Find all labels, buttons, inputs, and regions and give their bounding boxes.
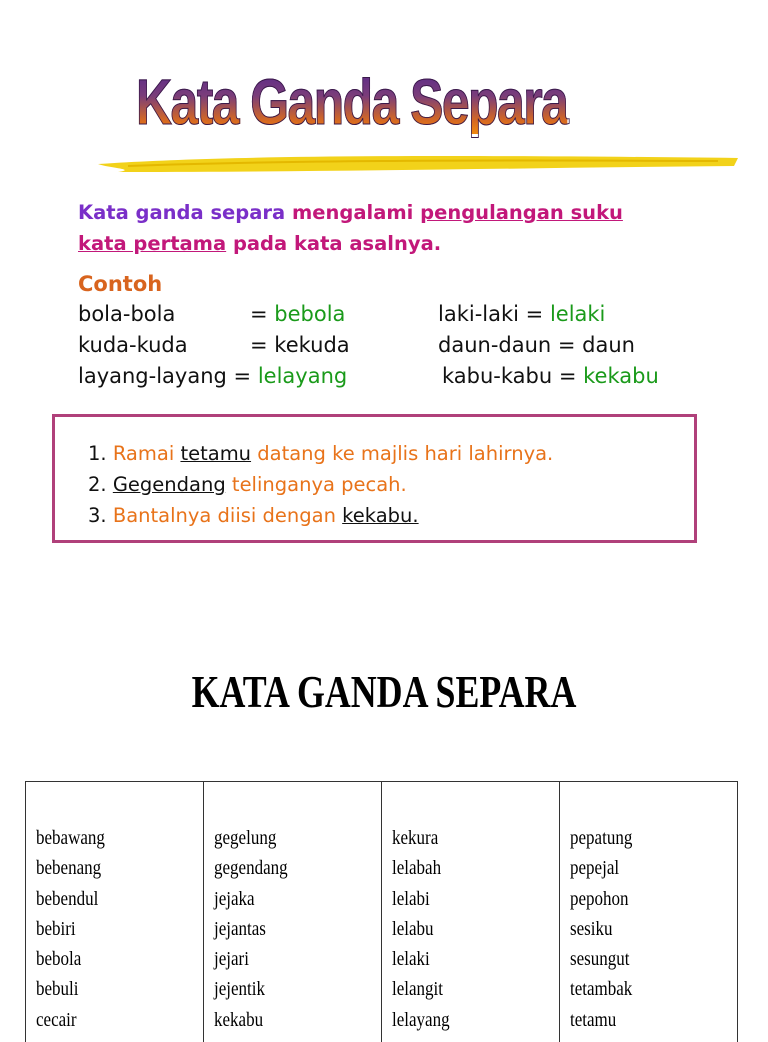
equals-sign: = xyxy=(250,333,274,357)
list-item: sesungut xyxy=(570,944,712,974)
sentence-text: Bantalnya diisi dengan xyxy=(113,504,342,527)
list-item: gegelung xyxy=(214,823,356,853)
example-result: kekuda xyxy=(274,333,349,357)
list-item: cecair xyxy=(36,1005,178,1035)
slide-title: Kata Ganda Separa xyxy=(136,70,567,134)
sentence-number: 2. xyxy=(88,473,113,496)
list-item: lelabah xyxy=(392,853,534,883)
sentence-underlined: kekabu. xyxy=(342,504,418,527)
example-left-1 xyxy=(78,302,175,326)
list-item: pepejal xyxy=(570,853,712,883)
list-item: jejentik xyxy=(214,974,356,1004)
list-item: bebawang xyxy=(36,823,178,853)
example-left-3 xyxy=(78,364,347,388)
list-item: lelayang xyxy=(392,1005,534,1035)
word-table xyxy=(25,781,738,1042)
sentence-text: Ramai xyxy=(113,442,181,465)
document-heading: KATA GANDA SEPARA xyxy=(84,665,683,718)
list-item: bebiri xyxy=(36,914,178,944)
table-row xyxy=(26,782,738,1042)
example-left-1-result xyxy=(250,302,345,326)
sentence-underlined: Gegendang xyxy=(113,473,226,496)
contoh-label: Contoh xyxy=(78,272,162,296)
sentence-underlined: tetamu xyxy=(180,442,251,465)
example-right-2 xyxy=(438,333,635,357)
example-result: kekabu xyxy=(583,364,659,388)
sentence-text: datang ke majlis hari lahirnya. xyxy=(251,442,553,465)
sentence-3 xyxy=(88,500,553,531)
example-result: lelaki xyxy=(550,302,605,326)
list-item: jejaka xyxy=(214,884,356,914)
equals-sign: = xyxy=(519,302,550,326)
sentence-list xyxy=(88,438,553,531)
example-base: bola-bola xyxy=(78,302,175,326)
list-item: lelabu xyxy=(392,914,534,944)
brush-stroke-decoration xyxy=(98,146,738,178)
example-base: daun-daun xyxy=(438,333,551,357)
list-item: jejari xyxy=(214,944,356,974)
list-item: pepatung xyxy=(570,823,712,853)
example-base: kabu-kabu xyxy=(442,364,552,388)
list-item: lelabi xyxy=(392,884,534,914)
table-column-2 xyxy=(204,782,382,1042)
list-item: sesiku xyxy=(570,914,712,944)
equals-sign: = xyxy=(552,364,583,388)
example-base: laki-laki xyxy=(438,302,519,326)
equals-sign: = xyxy=(234,364,258,388)
intro-part-1: Kata ganda separa xyxy=(78,201,292,224)
example-result: lelayang xyxy=(258,364,347,388)
list-item: bebuli xyxy=(36,974,178,1004)
sentence-2 xyxy=(88,469,553,500)
sentence-number: 3. xyxy=(88,504,113,527)
list-item: lelaki xyxy=(392,944,534,974)
table-column-3 xyxy=(382,782,560,1042)
intro-underlined: pengulangan suku kata pertama xyxy=(78,201,623,255)
list-item: lelangit xyxy=(392,974,534,1004)
example-result: bebola xyxy=(274,302,345,326)
intro-text xyxy=(78,197,678,259)
sentence-1 xyxy=(88,438,553,469)
list-item: kekabu xyxy=(214,1005,356,1035)
example-left-2-result xyxy=(250,333,350,357)
list-item: kekura xyxy=(392,823,534,853)
intro-part-4: pada kata asalnya. xyxy=(226,232,441,255)
list-item: tetambak xyxy=(570,974,712,1004)
list-item: pepohon xyxy=(570,884,712,914)
example-right-3 xyxy=(442,364,659,388)
sentence-number: 1. xyxy=(88,442,113,465)
sentence-text: telinganya pecah. xyxy=(226,473,407,496)
example-result: daun xyxy=(582,333,635,357)
list-item: bebola xyxy=(36,944,178,974)
equals-sign: = xyxy=(250,302,274,326)
example-base: layang-layang xyxy=(78,364,227,388)
list-item: bebendul xyxy=(36,884,178,914)
table-column-1 xyxy=(26,782,204,1042)
list-item: tetamu xyxy=(570,1005,712,1035)
list-item: jejantas xyxy=(214,914,356,944)
table-column-4 xyxy=(560,782,738,1042)
equals-sign: = xyxy=(551,333,582,357)
example-right-1 xyxy=(438,302,605,326)
list-item: gegendang xyxy=(214,853,356,883)
example-left-2 xyxy=(78,333,188,357)
intro-part-2: mengalami xyxy=(292,201,420,224)
list-item: bebenang xyxy=(36,853,178,883)
example-base: kuda-kuda xyxy=(78,333,188,357)
